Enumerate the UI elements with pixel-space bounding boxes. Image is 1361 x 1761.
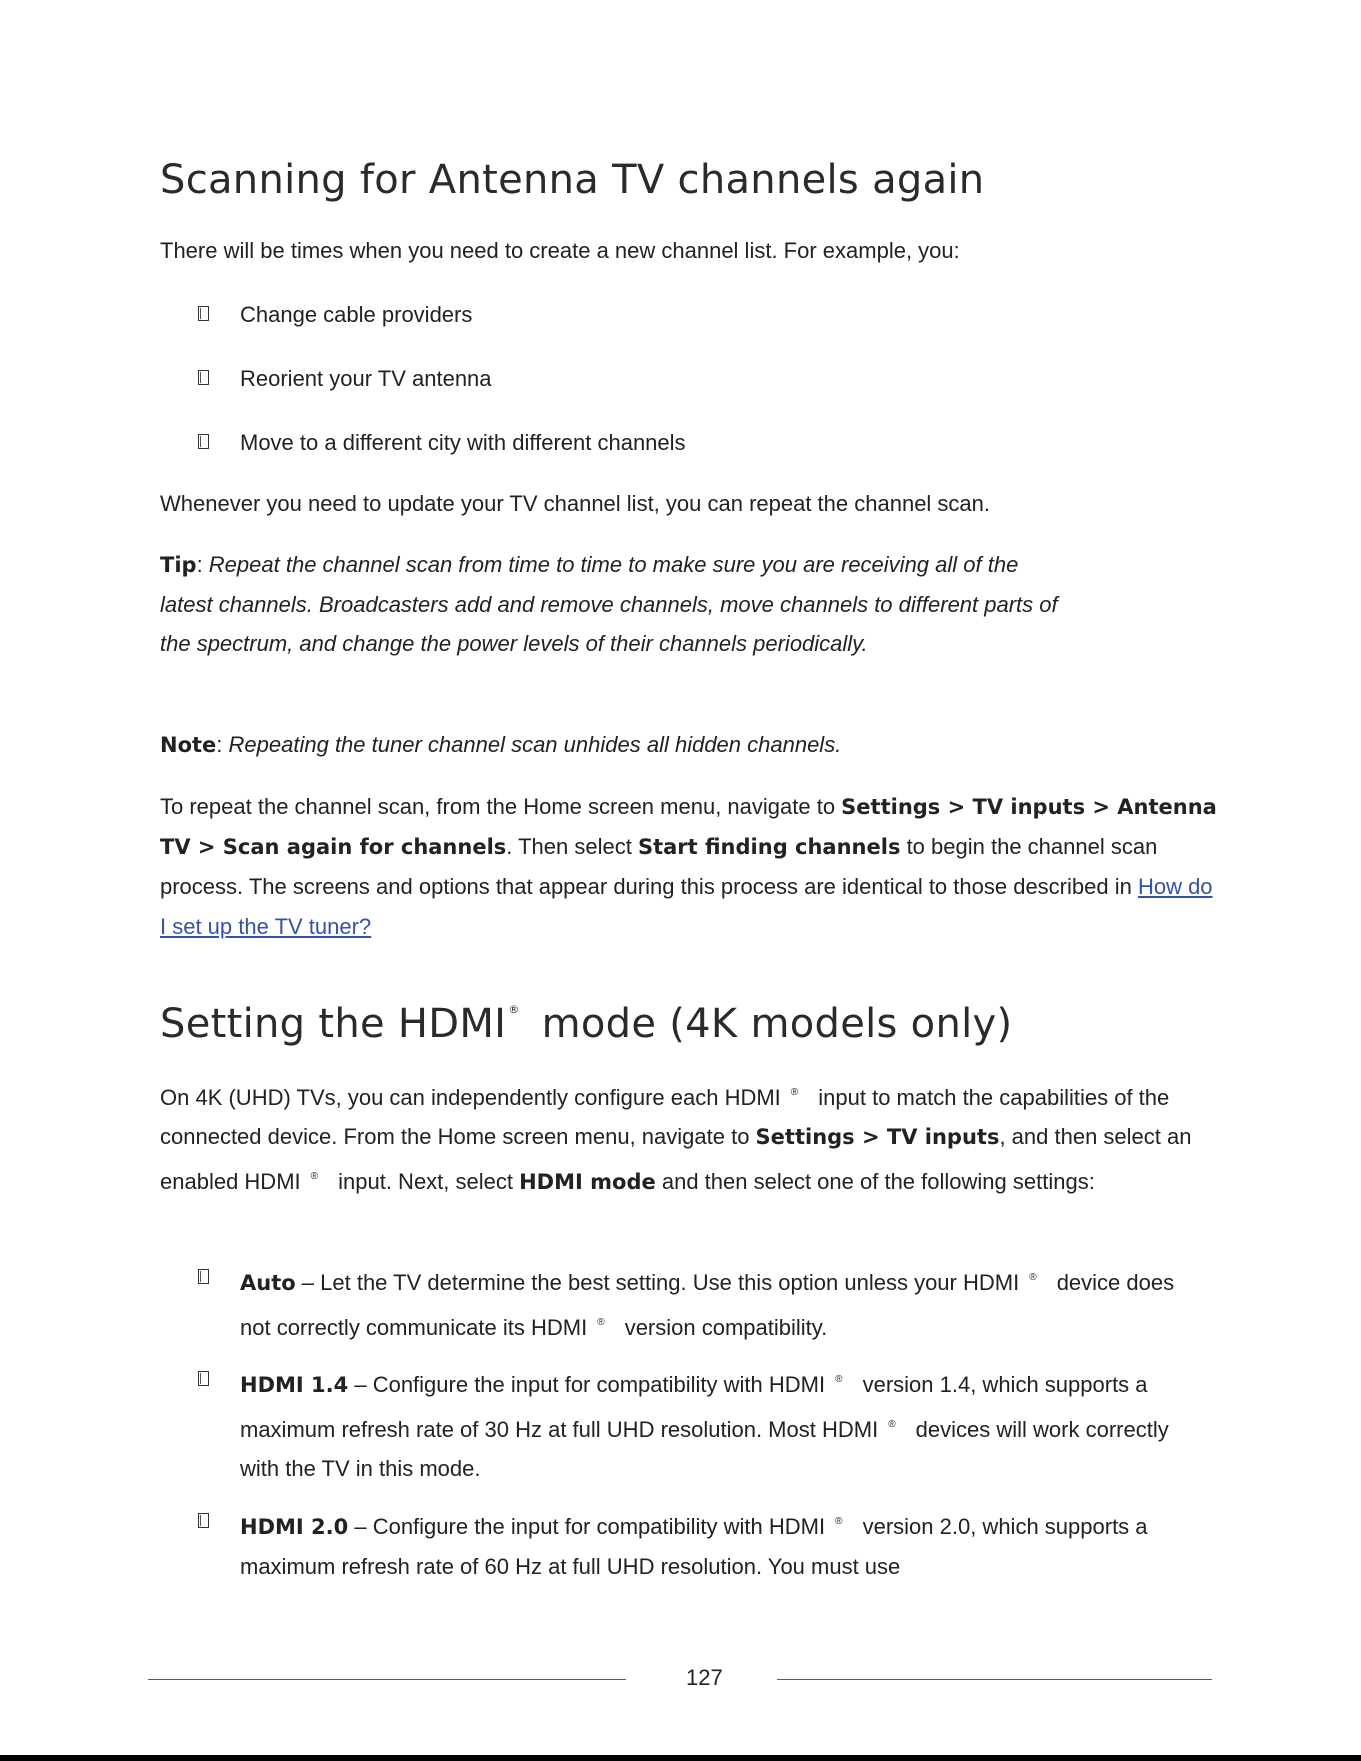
option-label: HDMI 1.4: [240, 1373, 349, 1397]
list-item-text: Reorient your TV antenna: [240, 366, 492, 391]
para-text: input. Next, select: [332, 1169, 520, 1195]
note-text: Repeating the tuner channel scan unhides all hidden channels.: [228, 732, 842, 757]
footer-divider-left: [148, 1679, 626, 1680]
page-number: 127: [686, 1665, 723, 1690]
option-text: version 1.4, which supports a maximum refresh rate of 30 Hz at full UHD resolution. Most HDMI: [240, 1372, 1148, 1443]
menu-path: Settings > TV inputs: [755, 1125, 1000, 1150]
menu-path: Settings > TV inputs > Antenna TV > Scan again for channels: [160, 795, 1217, 860]
heading-text: Setting the HDMI: [160, 1001, 507, 1047]
para-text: input to match the capabilities of the connected device. From the Home screen menu, navigate to: [160, 1085, 1170, 1150]
hdmi-intro-paragraph: [160, 1073, 1200, 1203]
intro-paragraph: There will be times when you need to create a new channel list. For example, you:: [160, 238, 960, 263]
section-heading-antenna-rescan: Scanning for Antenna TV channels again: [160, 157, 985, 203]
heading-text: mode (4K models only): [541, 1001, 1013, 1047]
tv-tuner-setup-link[interactable]: How do I set up the TV tuner?: [160, 874, 1213, 939]
registered-mark: ®: [508, 1003, 520, 1016]
option-text: – Configure the input for compatibility with HDMI: [348, 1514, 826, 1539]
checkbox-bullet-icon: [198, 1513, 209, 1528]
registered-mark: ®: [835, 1374, 843, 1385]
para-text: On 4K (UHD) TVs, you can independently configure each HDMI: [160, 1085, 781, 1110]
option-text: version 2.0, which supports a maximum refresh rate of 60 Hz at full UHD resolution. You must use: [240, 1514, 1148, 1580]
action-name: Start finding channels: [637, 835, 901, 860]
tip-text: Repeat the channel scan from time to time to make sure you are receiving all of the latest channels. Broadcasters add and remove channels, move channels to different parts of the spectrum, and change the power levels of their channels periodically.: [160, 552, 1058, 657]
whenever-paragraph: Whenever you need to update your TV channel list, you can repeat the channel scan.: [160, 491, 991, 516]
option-text: – Configure the input for compatibility with HDMI: [348, 1372, 826, 1397]
checkbox-bullet-icon: [198, 306, 209, 321]
menu-item-name: HDMI mode: [519, 1170, 656, 1195]
list-item-text: [240, 1360, 1200, 1489]
option-text: – Let the TV determine the best setting. Use this option unless your HDMI: [295, 1270, 1020, 1295]
registered-mark: ®: [597, 1317, 605, 1329]
registered-mark: ®: [310, 1171, 319, 1183]
para-text: and then select one of the following settings:: [655, 1169, 1095, 1195]
checkbox-bullet-icon: [198, 370, 209, 385]
list-item-text: Change cable providers: [240, 302, 473, 327]
list-item-text: [240, 1258, 1190, 1347]
repeat-scan-paragraph: [160, 787, 1220, 946]
section-heading-hdmi-mode: [160, 1001, 1012, 1047]
registered-mark: ®: [888, 1419, 896, 1431]
para-text: , and then select an enabled HDMI: [160, 1124, 1192, 1195]
registered-mark: ®: [790, 1087, 799, 1098]
note-paragraph: Note: Repeating the tuner channel scan unhides all hidden channels.: [160, 732, 842, 757]
option-text: version compatibility.: [618, 1315, 828, 1341]
footer-divider-right: [777, 1679, 1212, 1680]
option-label: Auto: [240, 1271, 296, 1295]
registered-mark: ®: [1029, 1272, 1037, 1283]
tip-paragraph: Tip: Repeat the channel scan from time to time to make sure you are receiving all of the latest channels. Broadcasters add and remove channels, move channels to different parts of the spectrum, and change the power levels of their channels periodically.: [160, 552, 1058, 657]
page-bottom-edge: [0, 1755, 1361, 1761]
option-text: devices will work correctly with the TV in this mode.: [240, 1417, 1169, 1482]
note-label: Note: [160, 733, 217, 757]
repeat-text: to begin the channel scan process. The screens and options that appear during this process are identical to those described in: [160, 834, 1158, 900]
option-text: device does not correctly communicate its HDMI: [240, 1270, 1175, 1341]
repeat-text: . Then select: [506, 834, 638, 860]
repeat-text: To repeat the channel scan, from the Home screen menu, navigate to: [160, 794, 842, 819]
list-item-text: [240, 1502, 1190, 1586]
checkbox-bullet-icon: [198, 1269, 209, 1284]
checkbox-bullet-icon: [198, 1371, 209, 1386]
checkbox-bullet-icon: [198, 434, 209, 449]
list-item-text: Move to a different city with different channels: [240, 430, 686, 455]
tip-label: Tip: [160, 553, 197, 577]
registered-mark: ®: [835, 1516, 843, 1527]
option-label: HDMI 2.0: [240, 1515, 349, 1539]
